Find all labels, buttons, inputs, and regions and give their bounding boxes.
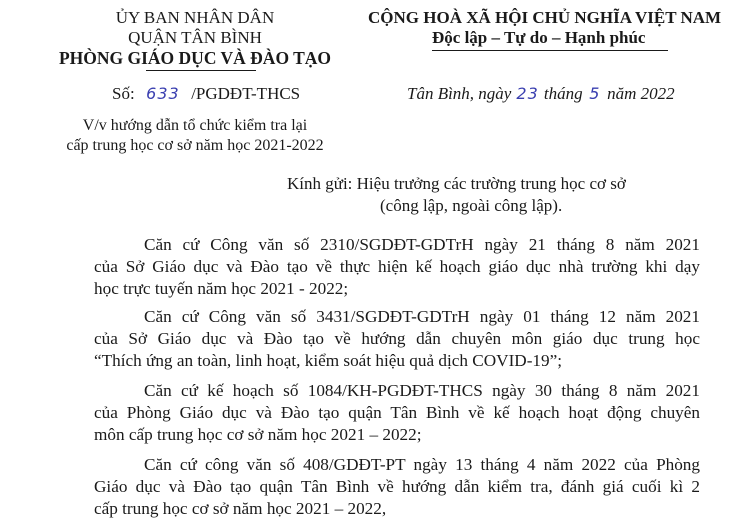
agency-line-1: ỦY BAN NHÂN DÂN [115,8,275,27]
paragraph-4 [94,454,700,520]
number-prefix: Số: [112,84,135,103]
paragraph-1 [94,234,700,300]
recipient-line-1: Kính gửi: Hiệu trưởng các trường trung học cơ sở [287,174,626,193]
handwritten-number: 633 [146,84,180,103]
date-suffix: năm 2022 [607,84,675,103]
date-month-label: tháng [543,84,583,103]
paragraph-4-line-2: Giáo dục và Đào tạo quận Tân Bình về hướng dẫn kiểm tra, đánh giá cuối kì 2 [94,477,700,496]
subject-line-1: V/v hướng dẫn tổ chức kiểm tra lại [82,117,308,134]
handwritten-day: 23 [516,84,539,103]
paragraph-2 [94,306,700,372]
country-name: CỘNG HOÀ XÃ HỘI CHỦ NGHĨA VIỆT NAM [368,8,722,27]
paragraph-4-line-3: cấp trung học cơ sở năm học 2021 – 2022, [94,499,387,518]
handwritten-month: 5 [589,84,601,103]
paragraph-1-line-3: học trực tuyến năm học 2021 - 2022; [94,279,349,298]
paragraph-2-line-3: “Thích ứng an toàn, linh hoạt, kiểm soát hiệu quả dịch COVID-19”; [94,351,563,370]
motto-underline [432,50,668,51]
paragraph-3 [94,380,700,446]
paragraph-2-line-1: Căn cứ Công văn số 3431/SGDĐT-GDTrH ngày 01 tháng 12 năm 2021 [144,307,700,326]
number-suffix: /PGDĐT-THCS [191,84,301,103]
paragraph-2-line-2: của Sở Giáo dục và Đào tạo về hướng dẫn chuyên môn giáo dục trung học [94,329,700,348]
agency-underline [146,70,256,71]
paragraph-1-line-2: của Sở Giáo dục và Đào tạo về thực hiện kế hoạch giáo dục nhà trường khi dạy [94,257,700,276]
national-motto: Độc lập – Tự do – Hạnh phúc [432,28,646,47]
paragraph-4-line-1: Căn cứ công văn số 408/GDĐT-PT ngày 13 tháng 4 năm 2022 của Phòng [144,455,700,474]
agency-name: PHÒNG GIÁO DỤC VÀ ĐÀO TẠO [58,48,332,68]
date-prefix: Tân Bình, ngày [407,84,512,103]
issue-date [407,84,675,104]
subject-line-2: cấp trung học cơ sở năm học 2021-2022 [66,137,324,154]
paragraph-3-line-3: môn cấp trung học cơ sở năm học 2021 – 2022; [94,425,422,444]
paragraph-3-line-1: Căn cứ kế hoạch số 1084/KH-PGDĐT-THCS ngày 30 tháng 8 năm 2021 [144,381,700,400]
recipient-line-2: (công lập, ngoài công lập). [380,196,563,215]
agency-line-2: QUẬN TÂN BÌNH [128,28,262,47]
paragraph-1-line-1: Căn cứ Công văn số 2310/SGDĐT-GDTrH ngày 21 tháng 8 năm 2021 [144,235,700,254]
document-number [112,84,300,104]
paragraph-3-line-2: của Phòng Giáo dục và Đào tạo quận Tân Bình về kế hoạch hoạt động chuyên [94,403,700,422]
